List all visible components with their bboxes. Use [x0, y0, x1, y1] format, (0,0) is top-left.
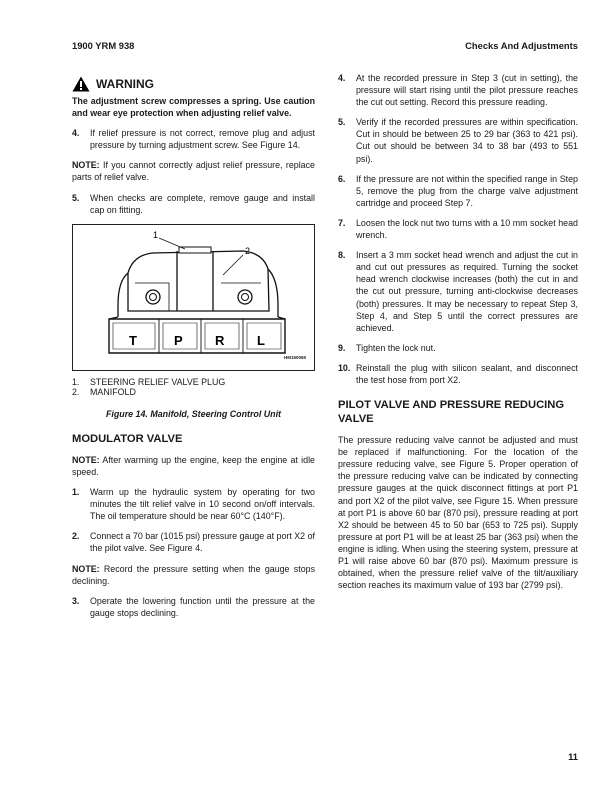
port-label-p: P — [174, 332, 183, 348]
legend-number: 2. — [72, 387, 80, 398]
warning-heading — [72, 76, 315, 92]
legend-item — [72, 387, 315, 398]
port-label-t: T — [129, 332, 137, 348]
modulator-step-3 — [72, 595, 315, 619]
step-number: 6. — [338, 173, 346, 184]
step-number: 1. — [72, 487, 80, 498]
note-record — [72, 563, 315, 587]
step-number: 9. — [338, 342, 346, 353]
step-number: 2. — [72, 531, 80, 542]
section-heading-modulator: MODULATOR VALVE — [72, 432, 183, 445]
right-step-4 — [338, 72, 578, 108]
note-text: If you cannot correctly adjust relief pressure, replace parts of relief valve. — [72, 160, 315, 183]
note-text: After warming up the engine, keep the engine at idle speed. — [72, 454, 315, 477]
right-step-8 — [338, 249, 578, 334]
step-number: 3. — [72, 595, 80, 606]
step-text: Tighten the lock nut. — [356, 342, 436, 353]
note-label: NOTE: — [72, 454, 100, 465]
warning-triangle-icon — [72, 76, 90, 92]
step-number: 5. — [338, 117, 346, 128]
step-text: Operate the lowering function until the pressure at the gauge stops declining. — [90, 595, 315, 618]
step-text: If the pressure are not within the specified range in Step 5, remove the plug from the charge valve adjustment cartridge and proceed Step 7. — [356, 173, 578, 208]
callout-2: 2 — [245, 245, 251, 256]
step-text: Verify if the recorded pressures are within specification. Cut in should be between 25 to 29 bar (363 to 421 psi). Cut out should be between 34 to 38 bar (493 to 551 psi). — [356, 117, 578, 164]
modulator-step-2 — [72, 530, 315, 554]
right-column — [338, 72, 578, 591]
step-5 — [72, 192, 315, 216]
legend-item — [72, 377, 315, 388]
header-doc-id: 1900 YRM 938 — [72, 40, 135, 51]
warning-text: The adjustment screw compresses a spring. Use caution and wear eye protection when adjusting relief valve. — [72, 96, 315, 119]
step-text: Connect a 70 bar (1015 psi) pressure gauge at port X2 of the pilot valve. See Figure 4. — [90, 531, 315, 554]
header-section-title: Checks And Adjustments — [465, 40, 578, 51]
step-number: 4. — [72, 128, 80, 139]
left-column — [72, 70, 315, 627]
figure-14-manifold — [72, 224, 315, 371]
note-relief — [72, 159, 315, 183]
note-text: Record the pressure setting when the gauge stops declining. — [72, 563, 315, 586]
warning-title: WARNING — [96, 76, 154, 91]
figure-caption: Figure 14. Manifold, Steering Control Unit — [105, 408, 282, 419]
right-step-5 — [338, 116, 578, 164]
port-label-l: L — [257, 332, 265, 348]
step-text: At the recorded pressure in Step 3 (cut in setting), the pressure will start rising until the pilot pressure reaches the cut out setting. Record this pressure reading. — [356, 73, 578, 108]
legend-text: STEERING RELIEF VALVE PLUG — [90, 376, 226, 387]
right-step-7 — [338, 217, 578, 241]
step-number: 10. — [338, 362, 351, 373]
note-warmup — [72, 454, 315, 478]
right-step-6 — [338, 173, 578, 209]
callout-1: 1 — [153, 229, 159, 240]
pilot-valve-paragraph: The pressure reducing valve cannot be adjusted and must be replaced if malfunctioning. For the location of the pressure reducing valve, see Figure 5. Proper operation of the pressure reducing valve can be indicated by connecting pressure gauges at the quick disconnect fittings at port P1 and port X2 of the pilot valve, see Figure 15. When pressure at port P1 is above 60 bar (870 psi), pressure reading at port X2 should be between 45 to 50 bar (653 to 725 psi). Supply pressure at port P1 will be at least 25 bar (363 psi) when the engine is idling. When using the steering system, pressure at P1 will raise above 60 bar (870 psi). Maximum pressure is obtained, when the pressure relief valve of the tilt/auxiliary section reaches its maximum value of 193 bar (2799 psi). — [338, 435, 578, 591]
step-number: 4. — [338, 73, 346, 83]
legend-text: MANIFOLD — [90, 387, 136, 398]
step-number: 8. — [338, 250, 346, 261]
manifold-illustration — [73, 225, 314, 370]
figure-id: HM150065 — [283, 354, 306, 360]
step-number: 5. — [72, 192, 80, 203]
right-step-10 — [338, 362, 578, 386]
section-heading-pilot-valve: PILOT VALVE AND PRESSURE REDUCING VALVE — [338, 399, 565, 426]
right-step-9 — [338, 342, 578, 354]
step-text: Warm up the hydraulic system by operating for two minutes the tilt relief valve in 10 second on/off intervals. The oil temperature should be near 60°C (140°F). — [90, 487, 315, 522]
legend-number: 1. — [72, 376, 80, 387]
step-text: Insert a 3 mm socket head wrench and adjust the cut in and cut out pressures as required. Turning the socket head wrench clockwise increases (both) the cut in and the cut out pressure, turning anti-clockwise decreases (both) pressures. It may be necessary to repeat Step 3, Step 4, and Step 5 until the correct pressures are achieved. — [356, 250, 578, 333]
step-4 — [72, 127, 315, 151]
modulator-step-1 — [72, 486, 315, 522]
port-label-r: R — [215, 332, 225, 348]
page-number: 11 — [568, 751, 578, 762]
note-label: NOTE: — [72, 563, 100, 574]
step-number: 7. — [338, 217, 346, 228]
step-text: Reinstall the plug with silicon sealant, and disconnect the test hose from port X2. — [356, 362, 578, 385]
note-label: NOTE: — [72, 160, 100, 171]
step-text: When checks are complete, remove gauge and install cap on fitting. — [90, 192, 315, 215]
step-text: If relief pressure is not correct, remove plug and adjust pressure by turning adjustment screw. See Figure 14. — [90, 128, 315, 151]
step-text: Loosen the lock nut two turns with a 10 mm socket head wrench. — [356, 217, 578, 241]
